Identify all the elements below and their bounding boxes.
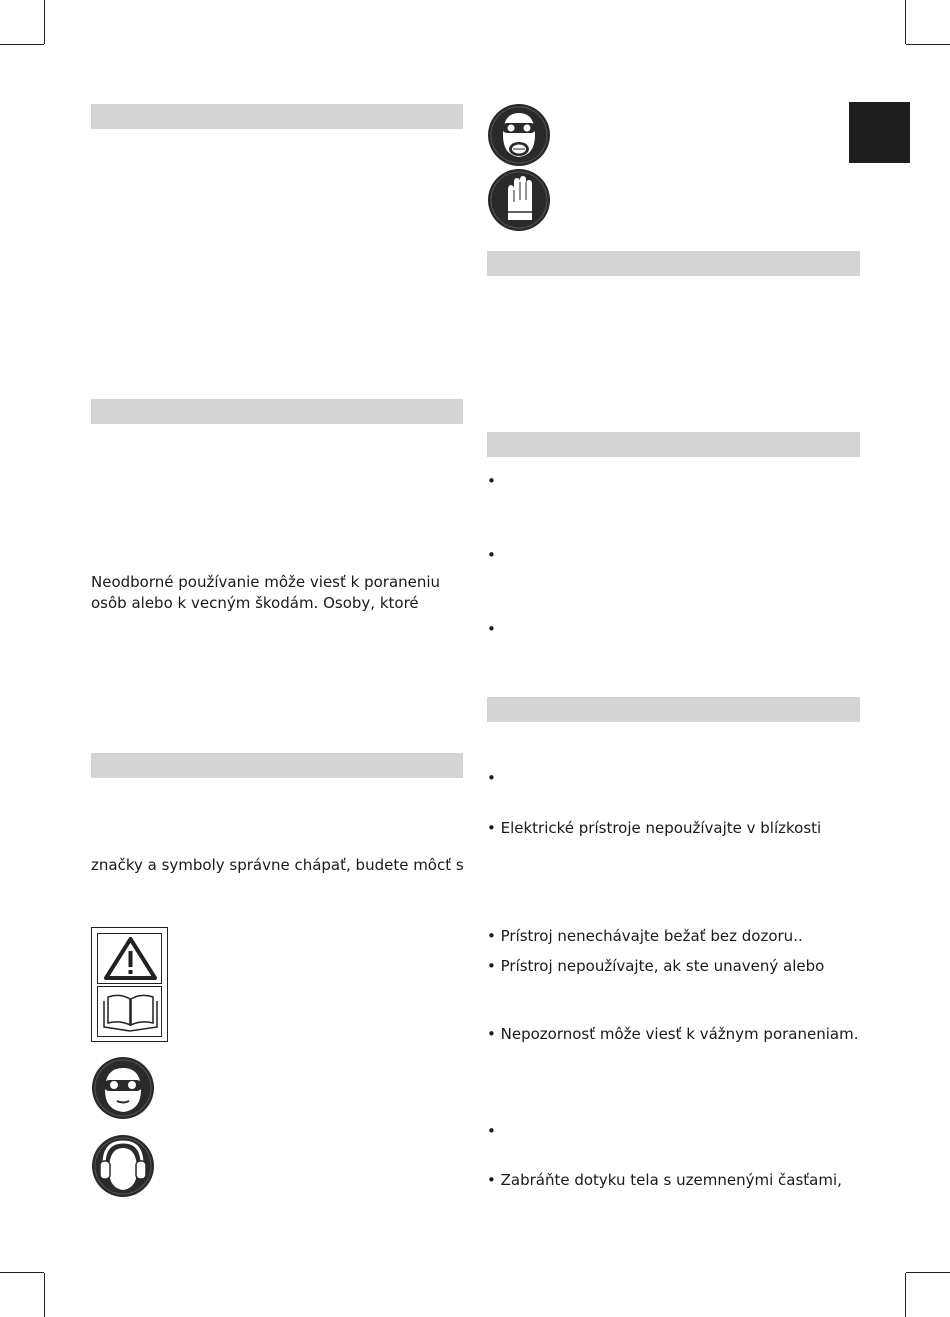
misuse-text-line-1: Neodborné používanie môže viesť k poraneniu (91, 573, 441, 591)
warning-triangle-icon (97, 933, 162, 984)
symbols-text-line-1: značky a symboly správne chápať, budete môcť s (91, 856, 464, 874)
crop-mark (0, 1272, 44, 1273)
section-heading-bar (487, 432, 860, 457)
misuse-text-line-2: osôb alebo k vecným škodám. Osoby, ktoré (91, 594, 419, 612)
section-heading-bar (487, 697, 860, 722)
bullet-marker: • (487, 769, 496, 787)
respirator-mask-icon (487, 103, 551, 171)
section-heading-bar (91, 399, 463, 424)
bullet-marker: • (487, 620, 496, 638)
bullet-marker: • (487, 472, 496, 490)
crop-mark (906, 44, 950, 45)
bullet-item: • Prístroj nenechávajte bežať bez dozoru.. (487, 927, 803, 945)
bullet-marker: • (487, 1122, 496, 1140)
bullet-item: • Nepozornosť môže viesť k vážnym poraneniam. (487, 1025, 859, 1043)
safety-goggles-icon (91, 1056, 155, 1124)
bullet-item: • Zabráňte dotyku tela s uzemnenými časťami, (487, 1171, 842, 1189)
crop-mark (44, 0, 45, 44)
crop-mark (905, 0, 906, 44)
bullet-item: • Prístroj nepoužívajte, ak ste unavený alebo (487, 957, 825, 975)
crop-mark (44, 1273, 45, 1317)
read-manual-icon (97, 986, 162, 1037)
language-tab (849, 102, 910, 163)
bullet-item: • Elektrické prístroje nepoužívajte v blízkosti (487, 819, 822, 837)
ear-protection-icon (91, 1134, 155, 1202)
section-heading-bar (91, 753, 463, 778)
crop-mark (906, 1272, 950, 1273)
crop-mark (905, 1273, 906, 1317)
section-heading-bar (487, 251, 860, 276)
bullet-marker: • (487, 546, 496, 564)
section-heading-bar (91, 104, 463, 129)
protective-gloves-icon (487, 168, 551, 236)
warning-manual-sign (91, 927, 168, 1042)
crop-mark (0, 44, 44, 45)
